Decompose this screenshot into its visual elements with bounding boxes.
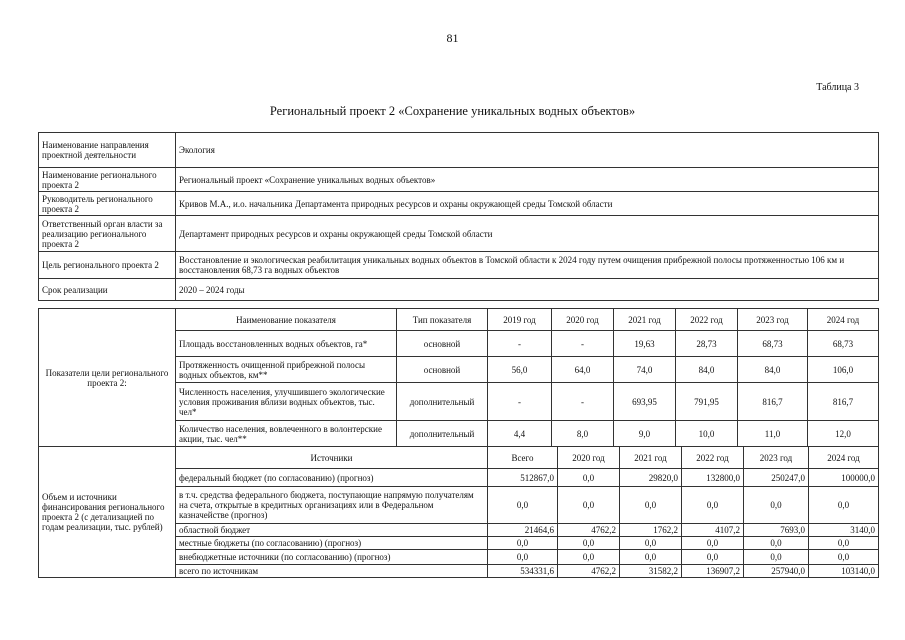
indicator-value: 68,73: [808, 331, 879, 357]
table-row: [39, 216, 879, 252]
source-name: в т.ч. средства федерального бюджета, поступающие напрямую получателям на счета, открытые в кредитных организациях или в Федеральном казначействе (прогноз): [176, 487, 488, 524]
amount-value: 21464,6: [488, 524, 558, 537]
indicator-name: Численность населения, улучшившего экологические условия проживания вблизи водных объектов, тыс. чел*: [176, 383, 397, 421]
indicator-type: основной: [397, 357, 488, 383]
amount-value: 4107,2: [682, 524, 744, 537]
project-passport-table: [38, 132, 879, 301]
amount-value: 0,0: [558, 550, 620, 565]
amount-value: 0,0: [682, 550, 744, 565]
amount-value: 0,0: [620, 550, 682, 565]
table-header-row: [39, 309, 879, 331]
table-header-row: [39, 447, 879, 469]
amount-value: 0,0: [809, 487, 879, 524]
column-header: Тип показателя: [397, 309, 488, 331]
passport-label: Наименование регионального проекта 2: [39, 168, 176, 192]
indicator-value: -: [488, 331, 552, 357]
passport-value: 2020 – 2024 годы: [176, 279, 879, 301]
column-header: Наименование показателя: [176, 309, 397, 331]
table-row: [39, 252, 879, 279]
financing-label: Объем и источники финансирования регионального проекта 2 (с детализацией по годам реализации, тыс. рублей): [39, 447, 176, 578]
indicator-value: 28,73: [676, 331, 738, 357]
column-header: 2021 год: [614, 309, 676, 331]
indicator-value: 9,0: [614, 421, 676, 447]
column-header: 2023 год: [744, 447, 809, 469]
amount-value: 250247,0: [744, 469, 809, 487]
column-header: Всего: [488, 447, 558, 469]
amount-value: 136907,2: [682, 565, 744, 578]
passport-value: Кривов М.А., и.о. начальника Департамента природных ресурсов и охраны окружающей среды Томской области: [176, 192, 879, 216]
source-name: внебюджетные источники (по согласованию) (прогноз): [176, 550, 488, 565]
amount-value: 0,0: [744, 550, 809, 565]
table-label: Таблица 3: [816, 82, 859, 93]
amount-value: 257940,0: [744, 565, 809, 578]
amount-value: 0,0: [488, 537, 558, 550]
indicator-value: 84,0: [738, 357, 808, 383]
indicator-value: 56,0: [488, 357, 552, 383]
indicators-table: [38, 308, 879, 447]
passport-label: Срок реализации: [39, 279, 176, 301]
amount-value: 0,0: [809, 550, 879, 565]
passport-label: Наименование направления проектной деятельности: [39, 133, 176, 168]
indicator-value: 74,0: [614, 357, 676, 383]
indicator-value: 8,0: [552, 421, 614, 447]
indicator-value: 12,0: [808, 421, 879, 447]
passport-value: Региональный проект «Сохранение уникальных водных объектов»: [176, 168, 879, 192]
column-header: 2023 год: [738, 309, 808, 331]
amount-value: 4762,2: [558, 565, 620, 578]
amount-value: 0,0: [558, 537, 620, 550]
indicator-type: дополнительный: [397, 421, 488, 447]
indicator-name: Площадь восстановленных водных объектов, га*: [176, 331, 397, 357]
indicator-value: -: [552, 383, 614, 421]
page-number: 81: [446, 31, 459, 45]
amount-value: 4762,2: [558, 524, 620, 537]
indicator-value: 4,4: [488, 421, 552, 447]
amount-value: 0,0: [558, 469, 620, 487]
source-name: местные бюджеты (по согласованию) (прогноз): [176, 537, 488, 550]
passport-label: Руководитель регионального проекта 2: [39, 192, 176, 216]
indicator-type: основной: [397, 331, 488, 357]
table-row: [39, 133, 879, 168]
indicator-value: -: [552, 331, 614, 357]
amount-value: 0,0: [620, 487, 682, 524]
financing-table: [38, 446, 879, 578]
column-header: 2024 год: [808, 309, 879, 331]
table-row: [39, 168, 879, 192]
amount-value: 0,0: [488, 487, 558, 524]
amount-value: 0,0: [744, 487, 809, 524]
amount-value: 534331,6: [488, 565, 558, 578]
amount-value: 512867,0: [488, 469, 558, 487]
indicator-value: 84,0: [676, 357, 738, 383]
amount-value: 0,0: [488, 550, 558, 565]
amount-value: 0,0: [682, 537, 744, 550]
indicator-name: Протяженность очищенной прибрежной полосы водных объектов, км**: [176, 357, 397, 383]
column-header: 2020 год: [552, 309, 614, 331]
passport-value: Департамент природных ресурсов и охраны окружающей среды Томской области: [176, 216, 879, 252]
document-title: Региональный проект 2 «Сохранение уникальных водных объектов»: [269, 104, 636, 118]
indicator-value: 816,7: [738, 383, 808, 421]
amount-value: 0,0: [558, 487, 620, 524]
indicator-value: 816,7: [808, 383, 879, 421]
indicator-value: 11,0: [738, 421, 808, 447]
column-header: 2022 год: [682, 447, 744, 469]
indicator-value: 106,0: [808, 357, 879, 383]
indicator-name: Количество населения, вовлеченного в волонтерские акции, тыс. чел**: [176, 421, 397, 447]
indicator-value: 68,73: [738, 331, 808, 357]
source-name: всего по источникам: [176, 565, 488, 578]
indicator-type: дополнительный: [397, 383, 488, 421]
column-header: Источники: [176, 447, 488, 469]
column-header: 2024 год: [809, 447, 879, 469]
amount-value: 0,0: [620, 537, 682, 550]
source-name: областной бюджет: [176, 524, 488, 537]
indicator-value: 693,95: [614, 383, 676, 421]
amount-value: 0,0: [809, 537, 879, 550]
indicator-value: 791,95: [676, 383, 738, 421]
passport-value: Восстановление и экологическая реабилитация уникальных водных объектов в Томской области к 2024 году путем очищения прибрежной полосы протяженностью 106 км и восстановления 68,73 га водных объектов: [176, 252, 879, 279]
column-header: 2021 год: [620, 447, 682, 469]
table-row: [39, 192, 879, 216]
amount-value: 132800,0: [682, 469, 744, 487]
amount-value: 100000,0: [809, 469, 879, 487]
indicators-label: Показатели цели регионального проекта 2:: [39, 309, 176, 447]
passport-label: Цель регионального проекта 2: [39, 252, 176, 279]
amount-value: 0,0: [682, 487, 744, 524]
column-header: 2022 год: [676, 309, 738, 331]
indicator-value: -: [488, 383, 552, 421]
source-name: федеральный бюджет (по согласованию) (прогноз): [176, 469, 488, 487]
indicator-value: 10,0: [676, 421, 738, 447]
indicator-value: 64,0: [552, 357, 614, 383]
amount-value: 1762,2: [620, 524, 682, 537]
amount-value: 3140,0: [809, 524, 879, 537]
indicator-value: 19,63: [614, 331, 676, 357]
column-header: 2020 год: [558, 447, 620, 469]
amount-value: 0,0: [744, 537, 809, 550]
passport-value: Экология: [176, 133, 879, 168]
amount-value: 29820,0: [620, 469, 682, 487]
column-header: 2019 год: [488, 309, 552, 331]
amount-value: 103140,0: [809, 565, 879, 578]
table-row: [39, 279, 879, 301]
amount-value: 7693,0: [744, 524, 809, 537]
passport-label: Ответственный орган власти за реализацию регионального проекта 2: [39, 216, 176, 252]
amount-value: 31582,2: [620, 565, 682, 578]
